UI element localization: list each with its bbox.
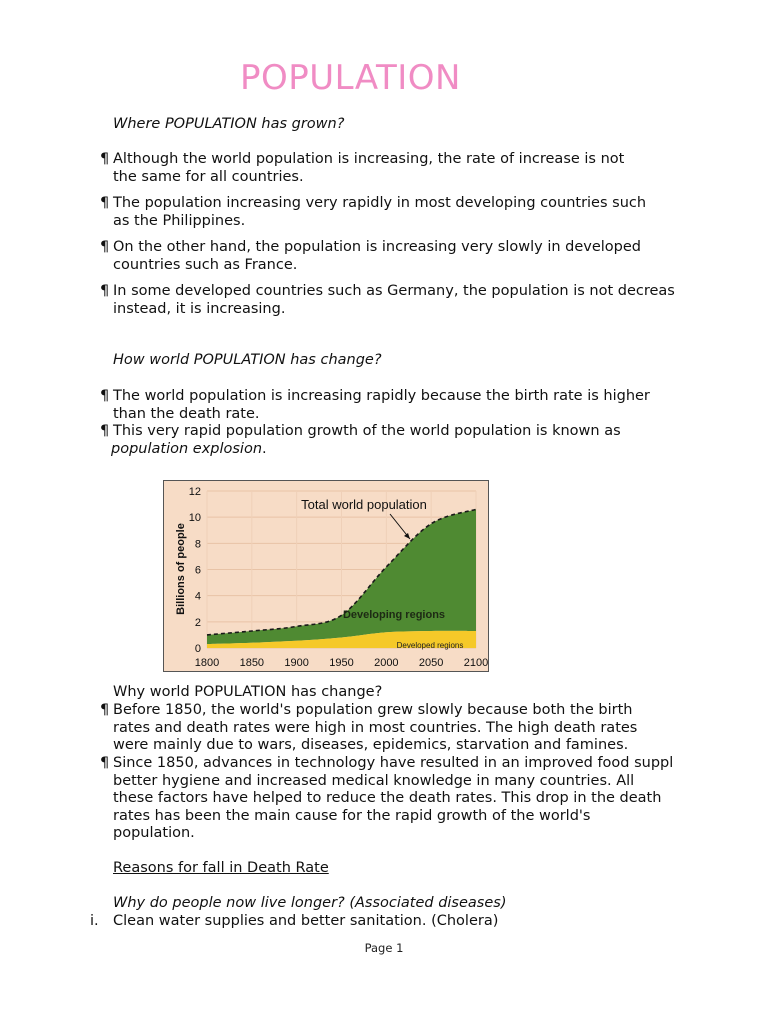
section-heading-where-grown: Where POPULATION has grown? <box>113 116 345 132</box>
paragraph-bullet-6 <box>100 423 695 458</box>
pilcrow-icon: ¶ <box>100 755 110 771</box>
y-axis-label: Billions of people <box>175 523 187 615</box>
paragraph-bullet-5 <box>100 388 695 423</box>
bullet-line-1: Since 1850, advances in technology have resulted in an improved food suppl <box>113 755 674 771</box>
bullet-line-3: were mainly due to wars, diseases, epidemics, starvation and famines. <box>113 737 629 753</box>
pilcrow-icon: ¶ <box>100 195 110 211</box>
chart-title: Total world population <box>301 497 427 512</box>
y-tick-label: 10 <box>188 512 201 525</box>
bullet-line-5: population. <box>113 825 195 841</box>
bullet-line-2: as the Philippines. <box>113 212 246 229</box>
x-tick-label: 1850 <box>239 657 265 669</box>
population-chart-svg <box>164 481 488 671</box>
list-item-clean-water: Clean water supplies and better sanitation. (Cholera) <box>113 913 499 929</box>
section-heading-how-changed: How world POPULATION has change? <box>113 352 382 368</box>
bullet-line-2: the same for all countries. <box>113 168 304 185</box>
y-tick-label: 8 <box>194 538 201 551</box>
y-tick-label: 12 <box>188 486 201 498</box>
population-chart <box>163 480 489 672</box>
bullet-line-1: The population increasing very rapidly in most developing countries such <box>113 195 647 211</box>
paragraph-bullet-1 <box>100 151 695 186</box>
paragraph-bullet-3 <box>100 239 695 274</box>
bullet-line-1: This very rapid population growth of the world population is known as <box>113 423 621 439</box>
bullet-line-2: instead, it is increasing. <box>113 300 286 317</box>
pilcrow-icon: ¶ <box>100 702 110 718</box>
paragraph-bullet-7 <box>100 702 695 755</box>
bullet-line-2: rates and death rates were high in most countries. The high death rates <box>113 719 638 736</box>
bullet-line-4: rates has been the main cause for the rapid growth of the world's <box>113 807 591 824</box>
x-tick-label: 1950 <box>329 657 354 669</box>
bullet-line-1: In some developed countries such as Germany, the population is not decreas <box>113 283 675 299</box>
x-tick-label: 2100 <box>463 657 488 669</box>
bullet-line-1: The world population is increasing rapidly because the birth rate is higher <box>113 388 650 404</box>
paragraph-bullet-4 <box>100 283 695 318</box>
pilcrow-icon: ¶ <box>100 423 110 439</box>
y-tick-label: 0 <box>194 643 201 655</box>
y-tick-label: 2 <box>194 616 201 629</box>
period: . <box>262 440 267 457</box>
bullet-line-1: Before 1850, the world's population grew slowly because both the birth <box>113 702 633 718</box>
series-label-developed: Developed regions <box>396 641 464 650</box>
pilcrow-icon: ¶ <box>100 388 110 404</box>
x-tick-label: 1800 <box>194 657 220 669</box>
pilcrow-icon: ¶ <box>100 283 110 299</box>
section-heading-why-changed: Why world POPULATION has change? <box>113 684 383 700</box>
bullet-line-1: Although the world population is increasing, the rate of increase is not <box>113 151 625 167</box>
bullet-line-3: these factors have helped to reduce the death rates. This drop in the death <box>113 790 662 806</box>
bullet-line-2: than the death rate. <box>113 405 260 422</box>
paragraph-bullet-2 <box>100 195 695 230</box>
pilcrow-icon: ¶ <box>100 151 110 167</box>
subheading-live-longer: Why do people now live longer? (Associated diseases) <box>113 895 507 911</box>
page-title: POPULATION <box>240 58 461 98</box>
bullet-line-1: On the other hand, the population is increasing very slowly in developed <box>113 239 642 255</box>
list-marker: i. <box>90 913 99 929</box>
pilcrow-icon: ¶ <box>100 239 110 255</box>
bullet-line-2: countries such as France. <box>113 256 298 273</box>
term-population-explosion: population explosion <box>111 440 263 457</box>
x-tick-label: 2050 <box>418 657 444 669</box>
bullet-line-2: better hygiene and increased medical knowledge in many countries. All <box>113 772 635 789</box>
x-tick-label: 1900 <box>284 657 309 669</box>
y-tick-label: 4 <box>194 590 201 603</box>
series-label-developing: Developing regions <box>342 609 446 621</box>
bullet-line-2 <box>111 441 695 459</box>
section-heading-death-rate: Reasons for fall in Death Rate <box>113 860 329 876</box>
page-number-footer: Page 1 <box>364 941 404 955</box>
x-tick-label: 2000 <box>374 657 399 669</box>
y-tick-label: 6 <box>194 564 201 577</box>
paragraph-bullet-8 <box>100 755 695 843</box>
arrowhead-icon <box>404 533 410 539</box>
